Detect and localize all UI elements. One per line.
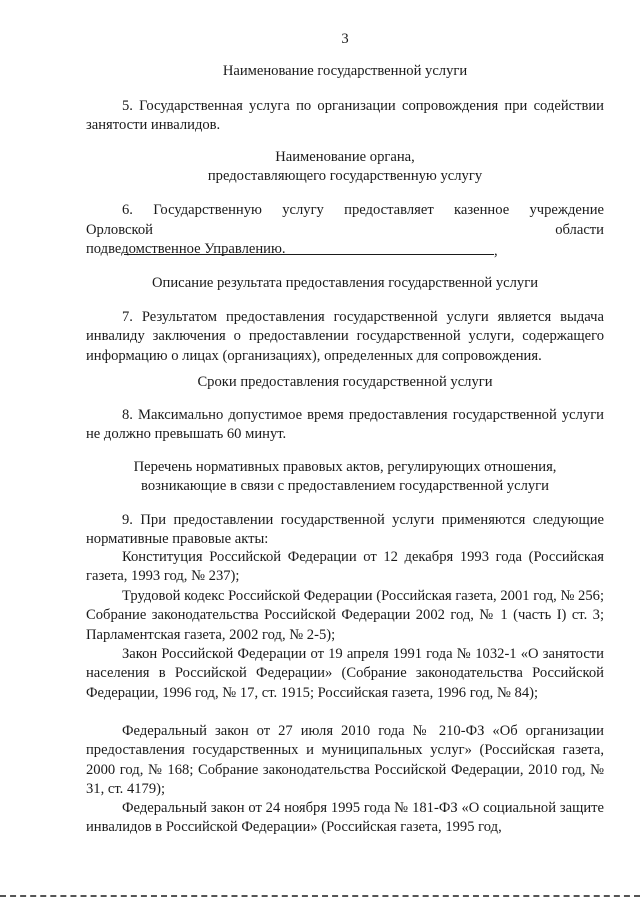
section-title-regulations-line2: возникающие в связи с предоставлением государственной услуги (141, 478, 549, 494)
page-number: 3 (341, 31, 349, 47)
scan-edge-line (0, 895, 640, 897)
paragraph-7: 7. Результатом предоставления государственной услуги является выдача инвалиду заключения о предоставлении государственной услуги, содержащего информацию о лицах (организациях), определенных для сопровождения. (86, 309, 604, 364)
paragraph-9: 9. При предоставлении государственной услуги применяются следующие нормативные правовые акты: (86, 512, 604, 548)
section-title-result: Описание результата предоставления государственной услуги (151, 275, 539, 291)
paragraph-6-line3: подведомственное Управлению. (86, 241, 286, 257)
paragraph-5: 5. Государственная услуга по организации сопровождения при содействии занятости инвалидов. (86, 98, 604, 134)
section-title-service-name: Наименование государственной услуги (222, 63, 468, 79)
section-title-authority-line2: предоставляющего государственную услугу (207, 168, 483, 184)
paragraph-6-region: Орловской области (86, 222, 604, 238)
act-federal-law-210: Федеральный закон от 27 июля 2010 года № 210-ФЗ «Об организации предоставления государственных и муниципальных услуг» (Российская газета, 2000 год, № 168; Собрание законодательства Российской Федерации, 2010 год, № 31, ст. 4179); (86, 723, 604, 798)
act-labor-code: Трудовой кодекс Российской Федерации (Российская газета, 2001 год, № 256; Собрание законодательства Российской Федерации 2002 год, № 1 (часть I) ст. 3; Парламентская газета, 2002 год, № 2-5); (86, 588, 604, 643)
paragraph-8: 8. Максимально допустимое время предоставления государственной услуги не должно превышать 60 минут. (86, 407, 604, 443)
section-title-regulations-line1: Перечень нормативных правовых актов, регулирующих отношения, (133, 459, 557, 475)
act-federal-law-181: Федеральный закон от 24 ноября 1995 года № 181-ФЗ «О социальной защите инвалидов в Российской Федерации» (Российская газета, 1995 год, (86, 800, 604, 836)
paragraph-6-line1: 6. Государственную услугу предоставляет казенное учреждение (122, 202, 604, 218)
paragraph-6-comma: , (494, 243, 498, 260)
act-constitution: Конституция Российской Федерации от 12 декабря 1993 года (Российская газета, 1993 год, № 237); (86, 549, 604, 585)
act-employment-law: Закон Российской Федерации от 19 апреля 1991 года № 1032-1 «О занятости населения в Российской Федерации» (Собрание законодательства Российской Федерации, 1996 год, № 17, ст. 1915; Российская газета, 1996 год, № 84); (86, 646, 604, 701)
section-title-authority-line1: Наименование органа, (275, 149, 415, 165)
section-title-terms: Сроки предоставления государственной услуги (197, 374, 493, 390)
